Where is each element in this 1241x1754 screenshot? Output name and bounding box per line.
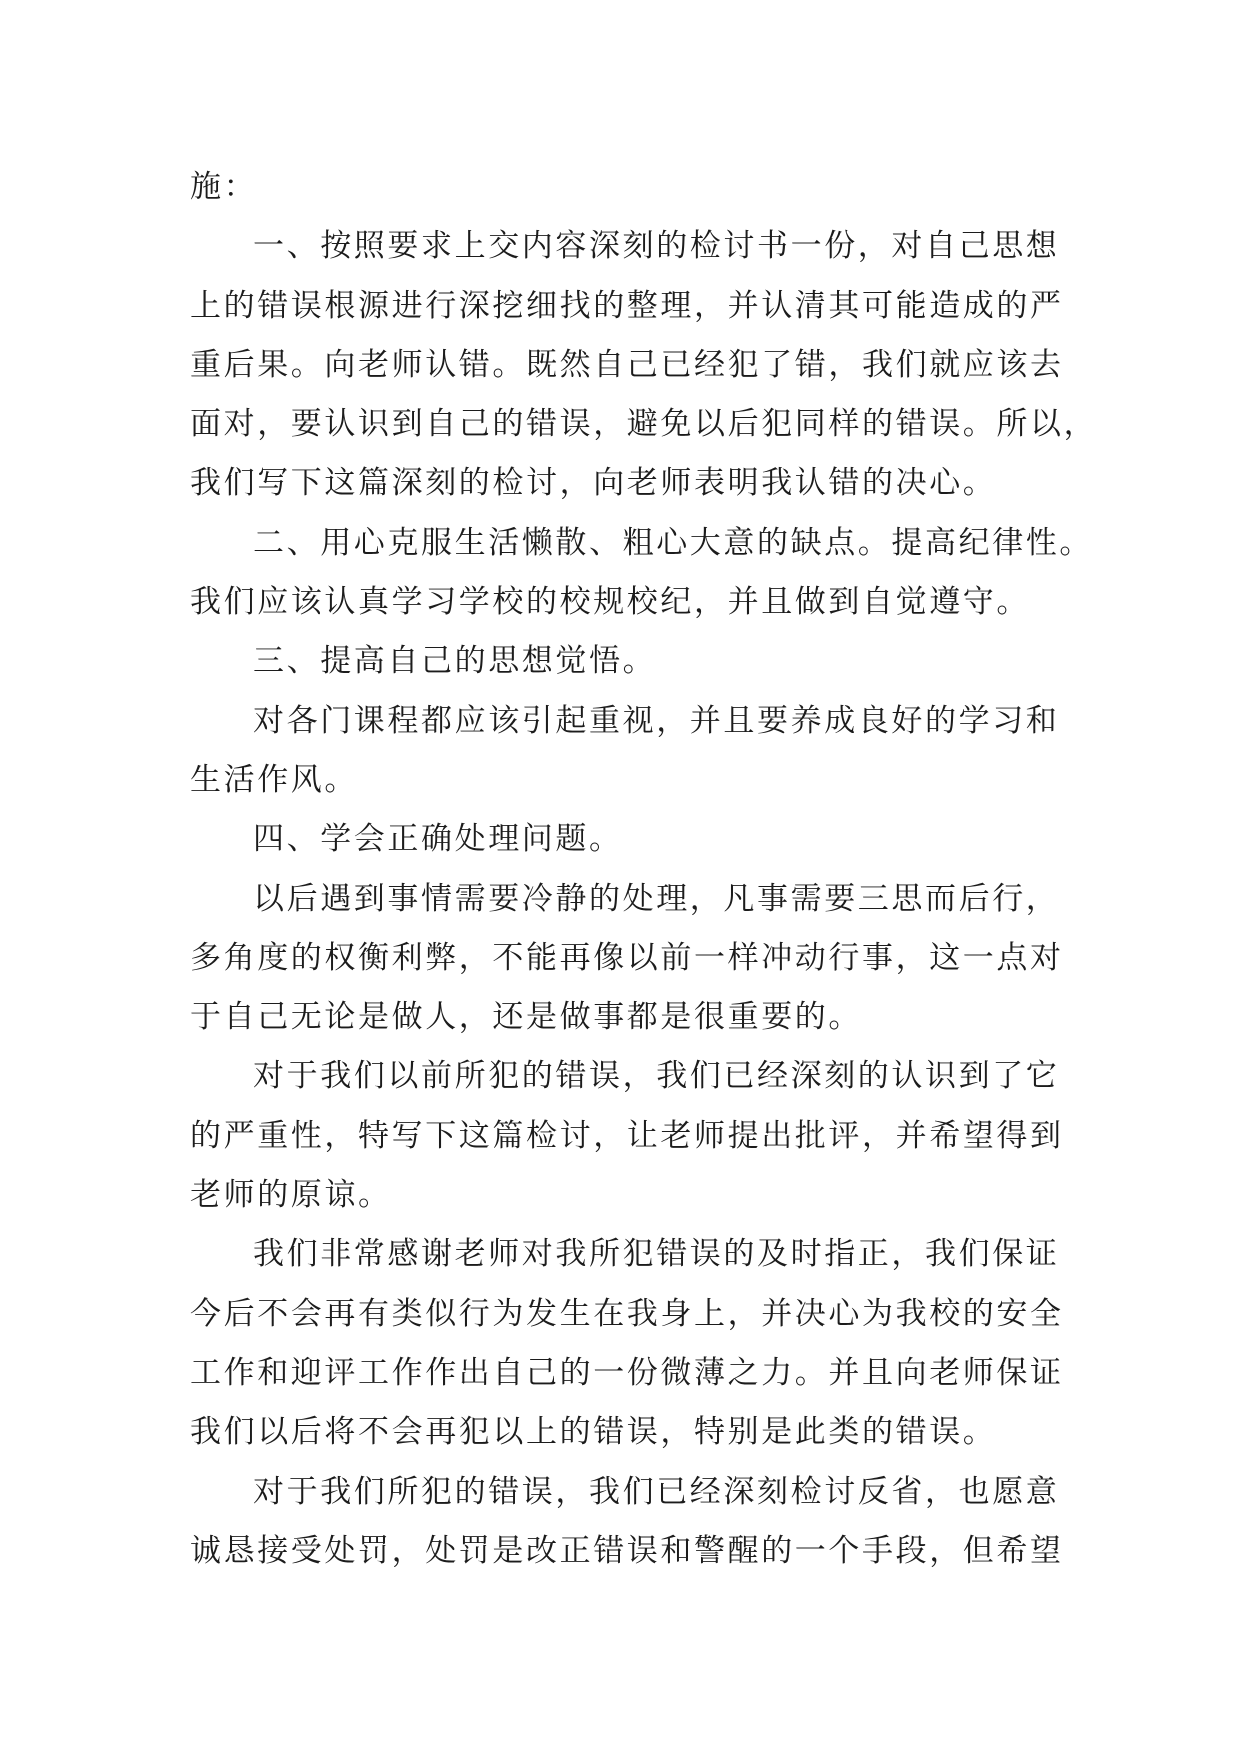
- text-line: 的严重性，特写下这篇检讨，让老师提出批评，并希望得到: [190, 1117, 1064, 1154]
- text-line: 上的错误根源进行深挖细找的整理，并认清其可能造成的严: [190, 287, 1064, 324]
- text-line: 生活作风。: [190, 761, 358, 798]
- text-line: 老师的原谅。: [190, 1177, 392, 1214]
- document-body: [190, 158, 1098, 1581]
- text-line: 二、用心克服生活懒散、粗心大意的缺点。提高纪律性。: [253, 524, 1093, 561]
- text-line: 工作和迎评工作作出自己的一份微薄之力。并且向老师保证: [190, 1354, 1064, 1391]
- text-line: 今后不会再有类似行为发生在我身上，并决心为我校的安全: [190, 1295, 1064, 1332]
- text-line: 施：: [190, 169, 258, 205]
- text-line: 四、学会正确处理问题。: [253, 821, 623, 858]
- text-line: 重后果。向老师认错。既然自己已经犯了错，我们就应该去: [190, 346, 1064, 383]
- text-line: 我们写下这篇深刻的检讨，向老师表明我认错的决心。: [190, 465, 997, 502]
- text-line: 一、按照要求上交内容深刻的检讨书一份，对自己思想: [253, 228, 1060, 265]
- text-line: 于自己无论是做人，还是做事都是很重要的。: [190, 999, 862, 1036]
- text-line: 对于我们所犯的错误，我们已经深刻检讨反省，也愿意: [253, 1473, 1060, 1510]
- text-line: 我们非常感谢老师对我所犯错误的及时指正，我们保证: [253, 1236, 1060, 1273]
- text-line: 对各门课程都应该引起重视，并且要养成良好的学习和: [253, 702, 1060, 739]
- text-line: 面对，要认识到自己的错误，避免以后犯同样的错误。所以，: [190, 406, 1098, 443]
- text-line: 我们应该认真学习学校的校规校纪，并且做到自觉遵守。: [190, 584, 1030, 621]
- text-line: 以后遇到事情需要冷静的处理，凡事需要三思而后行，: [253, 880, 1060, 917]
- text-line: 诚恳接受处罚，处罚是改正错误和警醒的一个手段，但希望: [190, 1532, 1064, 1569]
- text-line: 多角度的权衡利弊，不能再像以前一样冲动行事，这一点对: [190, 939, 1064, 976]
- text-line: 对于我们以前所犯的错误，我们已经深刻的认识到了它: [253, 1058, 1060, 1095]
- text-line: 我们以后将不会再犯以上的错误，特别是此类的错误。: [190, 1414, 997, 1451]
- text-line: 三、提高自己的思想觉悟。: [253, 643, 657, 680]
